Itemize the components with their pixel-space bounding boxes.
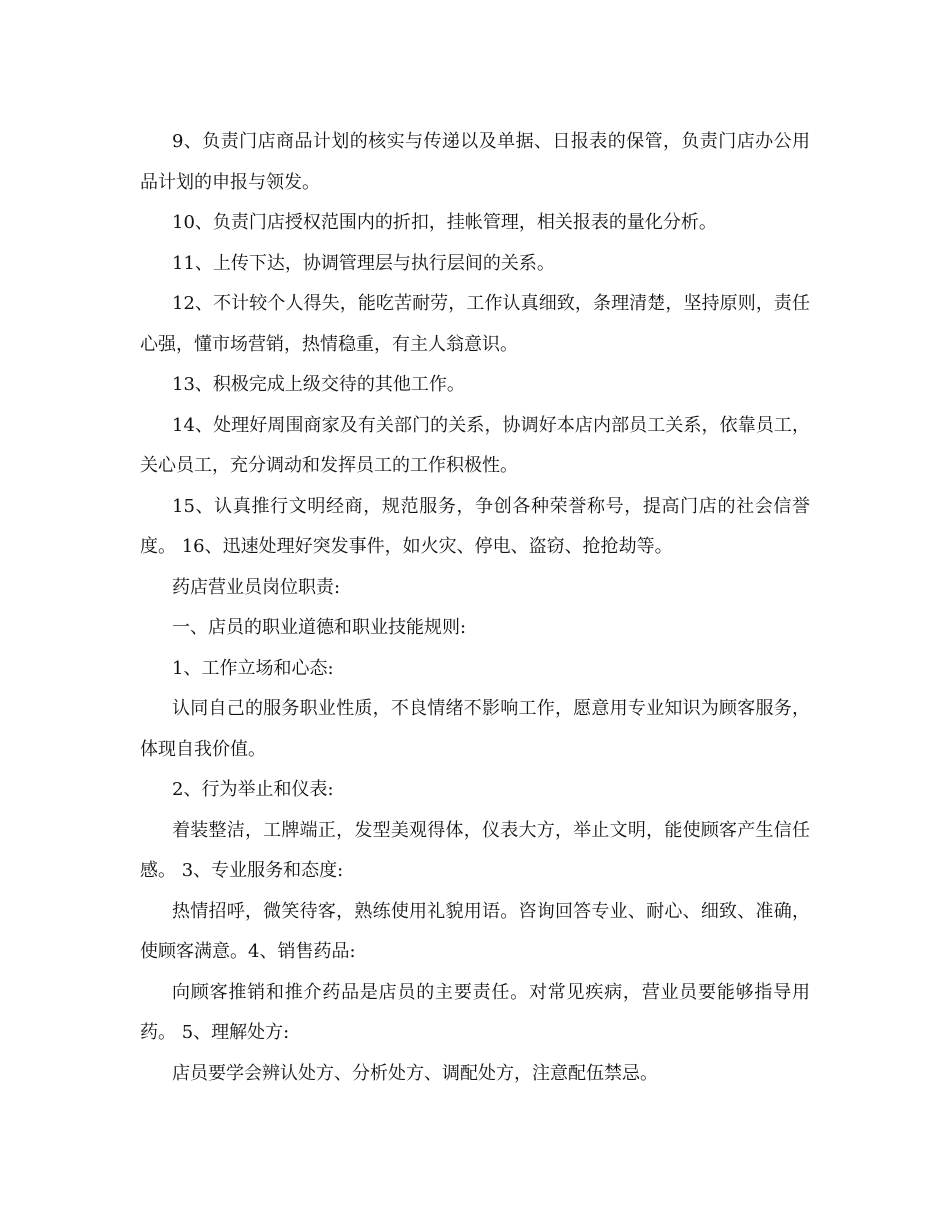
paragraph-sales: 向顾客推销和推介药品是店员的主要责任。对常见疾病，营业员要能够指导用药。 5、理解处方: xyxy=(140,981,810,1043)
section-heading-clerk-duties: 药店营业员岗位职责: xyxy=(172,576,341,598)
subheading-behavior: 2、行为举止和仪表: xyxy=(172,779,334,800)
paragraph-attitude: 认同自己的服务职业性质，不良情绪不影响工作，愿意用专业知识为顾客服务，体现自我价值。 xyxy=(140,698,810,760)
paragraph-item-11: 11、上传下达，协调管理层与执行层间的关系。 xyxy=(172,252,555,274)
section-heading-ethics-skills: 一、店员的职业道德和职业技能规则: xyxy=(172,617,467,638)
paragraph-behavior: 着装整洁，工牌端正，发型美观得体，仪表大方，举止文明，能使顾客产生信任感。 3、专业服务和态度: xyxy=(140,819,810,881)
paragraph-item-14: 14、处理好周围商家及有关部门的关系，协调好本店内部员工关系，依靠员工，关心员工，充分调动和发挥员工的工作积极性。 xyxy=(140,414,810,476)
paragraph-item-9: 9、负责门店商品计划的核实与传递以及单据、日报表的保管，负责门店办公用品计划的申报与领发。 xyxy=(140,131,810,193)
paragraph-item-13: 13、积极完成上级交待的其他工作。 xyxy=(172,374,465,395)
subheading-attitude: 1、工作立场和心态: xyxy=(172,657,334,679)
paragraph-item-15-16: 15、认真推行文明经商，规范服务，争创各种荣誉称号，提高门店的社会信誉度。 16、迅速处理好突发事件，如火灾、停电、盗窃、抢抢劫等。 xyxy=(140,495,810,557)
paragraph-item-12: 12、不计较个人得失，能吃苦耐劳，工作认真细致，条理清楚，坚持原则，责任心强，懂市场营销，热情稳重，有主人翁意识。 xyxy=(140,293,810,355)
paragraph-item-10: 10、负责门店授权范围内的折扣，挂帐管理，相关报表的量化分析。 xyxy=(172,212,717,233)
paragraph-prescription: 店员要学会辨认处方、分析处方、调配处方，注意配伍禁忌。 xyxy=(172,1062,658,1084)
paragraph-service: 热情招呼，微笑待客，熟练使用礼貌用语。咨询回答专业、耐心、细致、准确，使顾客满意。4、销售药品: xyxy=(140,900,810,962)
document-body xyxy=(140,122,810,1094)
